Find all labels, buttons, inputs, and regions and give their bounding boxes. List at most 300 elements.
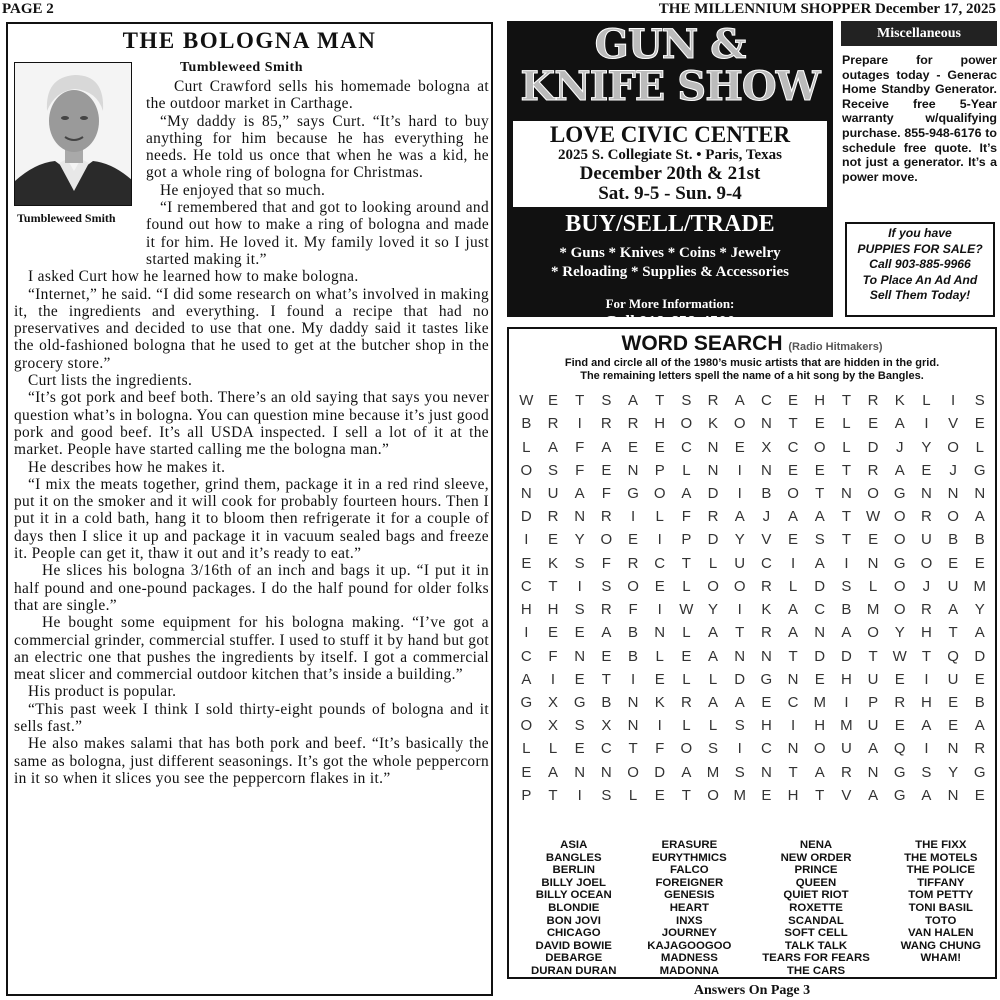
grid-letter[interactable]: N (760, 415, 772, 433)
grid-letter[interactable]: T (575, 392, 585, 410)
grid-letter[interactable]: N (574, 508, 586, 526)
grid-letter[interactable]: S (814, 531, 825, 549)
grid-letter[interactable]: E (974, 415, 985, 433)
grid-letter[interactable]: L (842, 415, 851, 433)
grid-letter[interactable]: E (681, 647, 692, 665)
grid-letter[interactable]: O (813, 438, 826, 456)
grid-letter[interactable]: E (601, 461, 612, 479)
grid-letter[interactable]: N (947, 786, 959, 804)
grid-letter[interactable]: K (761, 601, 772, 619)
grid-letter[interactable]: E (654, 438, 665, 456)
grid-letter[interactable]: E (868, 415, 879, 433)
grid-letter[interactable]: Y (974, 601, 985, 619)
grid-letter[interactable]: P (868, 693, 879, 711)
grid-letter[interactable]: A (628, 392, 639, 410)
grid-letter[interactable]: O (680, 740, 693, 758)
grid-letter[interactable]: U (947, 577, 959, 595)
grid-letter[interactable]: A (681, 484, 692, 502)
grid-letter[interactable]: P (681, 531, 692, 549)
grid-letter[interactable]: A (548, 438, 559, 456)
grid-letter[interactable]: I (737, 601, 742, 619)
grid-letter[interactable]: O (867, 624, 879, 642)
grid-letter[interactable]: R (627, 415, 639, 433)
grid-letter[interactable]: D (974, 647, 986, 665)
grid-letter[interactable]: I (951, 392, 956, 410)
grid-letter[interactable]: R (547, 508, 559, 526)
grid-letter[interactable]: S (601, 577, 612, 595)
grid-letter[interactable]: I (737, 461, 742, 479)
grid-letter[interactable]: T (841, 531, 851, 549)
grid-letter[interactable]: E (548, 531, 559, 549)
grid-letter[interactable]: F (575, 461, 585, 479)
grid-letter[interactable]: A (708, 624, 719, 642)
grid-letter[interactable]: T (868, 647, 878, 665)
grid-letter[interactable]: R (894, 693, 906, 711)
grid-letter[interactable]: L (522, 438, 531, 456)
grid-letter[interactable]: A (948, 601, 959, 619)
grid-letter[interactable]: R (867, 392, 879, 410)
grid-letter[interactable]: B (628, 647, 639, 665)
grid-letter[interactable]: N (627, 693, 639, 711)
grid-letter[interactable]: E (894, 670, 905, 688)
grid-letter[interactable]: N (734, 647, 746, 665)
grid-letter[interactable]: B (761, 484, 772, 502)
grid-letter[interactable]: H (787, 786, 799, 804)
grid-letter[interactable]: N (840, 484, 852, 502)
grid-letter[interactable]: T (735, 624, 745, 642)
grid-letter[interactable]: N (627, 461, 639, 479)
grid-letter[interactable]: E (734, 438, 745, 456)
grid-letter[interactable]: F (681, 508, 691, 526)
grid-letter[interactable]: N (654, 624, 666, 642)
grid-letter[interactable]: H (760, 717, 772, 735)
grid-letter[interactable]: C (760, 740, 772, 758)
grid-letter[interactable]: A (708, 693, 719, 711)
grid-letter[interactable]: A (734, 693, 745, 711)
grid-letter[interactable]: D (734, 670, 746, 688)
grid-letter[interactable]: E (521, 554, 532, 572)
grid-letter[interactable]: S (601, 392, 612, 410)
grid-letter[interactable]: F (655, 740, 665, 758)
grid-letter[interactable]: H (920, 693, 932, 711)
grid-letter[interactable]: L (682, 717, 691, 735)
grid-letter[interactable]: E (894, 717, 905, 735)
grid-letter[interactable]: I (577, 415, 582, 433)
grid-letter[interactable]: H (520, 601, 532, 619)
grid-letter[interactable]: A (708, 647, 719, 665)
grid-letter[interactable]: E (788, 461, 799, 479)
grid-letter[interactable]: K (654, 693, 665, 711)
grid-letter[interactable]: R (840, 763, 852, 781)
grid-letter[interactable]: W (865, 508, 881, 526)
grid-letter[interactable]: A (814, 554, 825, 572)
grid-letter[interactable]: E (628, 438, 639, 456)
grid-letter[interactable]: L (682, 624, 691, 642)
grid-letter[interactable]: G (627, 484, 639, 502)
grid-letter[interactable]: O (893, 531, 906, 549)
grid-letter[interactable]: B (628, 624, 639, 642)
grid-letter[interactable]: A (548, 763, 559, 781)
grid-letter[interactable]: I (524, 624, 529, 642)
grid-letter[interactable]: F (601, 484, 611, 502)
grid-letter[interactable]: S (734, 763, 745, 781)
grid-letter[interactable]: R (707, 508, 719, 526)
grid-letter[interactable]: M (813, 693, 826, 711)
grid-letter[interactable]: C (520, 647, 532, 665)
grid-letter[interactable]: I (844, 554, 849, 572)
grid-letter[interactable]: C (680, 438, 692, 456)
grid-letter[interactable]: A (601, 438, 612, 456)
grid-letter[interactable]: D (814, 647, 826, 665)
grid-letter[interactable]: U (947, 670, 959, 688)
grid-letter[interactable]: E (654, 786, 665, 804)
grid-letter[interactable]: A (868, 786, 879, 804)
grid-letter[interactable]: N (974, 484, 986, 502)
grid-letter[interactable]: X (548, 717, 559, 735)
grid-letter[interactable]: R (707, 392, 719, 410)
grid-letter[interactable]: S (574, 717, 585, 735)
grid-letter[interactable]: B (974, 531, 985, 549)
grid-letter[interactable]: R (547, 415, 559, 433)
grid-letter[interactable]: N (947, 740, 959, 758)
grid-letter[interactable]: W (892, 647, 907, 665)
grid-letter[interactable]: O (893, 577, 906, 595)
grid-letter[interactable]: K (548, 554, 559, 572)
grid-letter[interactable]: T (841, 392, 851, 410)
grid-letter[interactable]: E (761, 786, 772, 804)
grid-letter[interactable]: N (760, 647, 772, 665)
grid-letter[interactable]: T (548, 786, 558, 804)
grid-letter[interactable]: B (521, 415, 532, 433)
grid-letter[interactable]: D (867, 438, 879, 456)
grid-letter[interactable]: E (574, 740, 585, 758)
grid-letter[interactable]: G (893, 763, 906, 781)
grid-letter[interactable]: E (548, 392, 559, 410)
grid-letter[interactable]: L (682, 461, 691, 479)
grid-letter[interactable]: G (893, 786, 906, 804)
grid-letter[interactable]: A (894, 415, 905, 433)
grid-letter[interactable]: I (924, 740, 929, 758)
grid-letter[interactable]: S (681, 392, 692, 410)
grid-letter[interactable]: E (521, 763, 532, 781)
grid-letter[interactable]: A (814, 508, 825, 526)
grid-letter[interactable]: A (974, 508, 985, 526)
grid-letter[interactable]: C (787, 693, 799, 711)
grid-letter[interactable]: D (814, 577, 826, 595)
grid-letter[interactable]: C (654, 554, 666, 572)
grid-letter[interactable]: R (600, 508, 612, 526)
grid-letter[interactable]: O (947, 508, 959, 526)
grid-letter[interactable]: H (840, 670, 852, 688)
grid-letter[interactable]: I (844, 693, 849, 711)
grid-letter[interactable]: T (841, 508, 851, 526)
grid-letter[interactable]: O (707, 577, 719, 595)
grid-letter[interactable]: C (787, 438, 799, 456)
grid-letter[interactable]: T (841, 461, 851, 479)
grid-letter[interactable]: T (601, 670, 611, 688)
grid-letter[interactable]: R (760, 624, 772, 642)
grid-letter[interactable]: U (867, 670, 879, 688)
grid-letter[interactable]: N (707, 438, 719, 456)
grid-letter[interactable]: E (814, 670, 825, 688)
grid-letter[interactable]: S (574, 601, 585, 619)
grid-letter[interactable]: S (734, 717, 745, 735)
grid-letter[interactable]: R (867, 461, 879, 479)
grid-letter[interactable]: E (974, 786, 985, 804)
grid-letter[interactable]: B (601, 693, 612, 711)
grid-letter[interactable]: A (574, 484, 585, 502)
grid-letter[interactable]: D (707, 531, 719, 549)
grid-letter[interactable]: G (520, 693, 533, 711)
grid-letter[interactable]: N (947, 484, 959, 502)
grid-letter[interactable]: O (653, 484, 666, 502)
grid-letter[interactable]: I (630, 508, 636, 526)
grid-letter[interactable]: A (841, 624, 852, 642)
grid-letter[interactable]: A (601, 624, 612, 642)
grid-letter[interactable]: E (788, 531, 799, 549)
grid-letter[interactable]: L (522, 740, 531, 758)
grid-letter[interactable]: L (788, 577, 798, 595)
grid-letter[interactable]: Y (574, 531, 585, 549)
grid-letter[interactable]: L (655, 508, 664, 526)
grid-letter[interactable]: V (948, 415, 959, 433)
grid-letter[interactable]: E (761, 693, 772, 711)
grid-letter[interactable]: E (948, 717, 959, 735)
grid-letter[interactable]: N (574, 763, 586, 781)
grid-letter[interactable]: Q (947, 647, 959, 665)
grid-letter[interactable]: E (814, 461, 825, 479)
grid-letter[interactable]: G (973, 461, 986, 479)
grid-letter[interactable]: O (733, 415, 746, 433)
grid-letter[interactable]: L (548, 740, 558, 758)
grid-letter[interactable]: I (524, 531, 529, 549)
grid-letter[interactable]: F (601, 554, 611, 572)
grid-letter[interactable]: I (657, 717, 662, 735)
grid-letter[interactable]: U (734, 554, 746, 572)
grid-letter[interactable]: A (974, 717, 985, 735)
grid-letter[interactable]: T (921, 647, 931, 665)
grid-letter[interactable]: A (734, 392, 745, 410)
grid-letter[interactable]: L (842, 438, 851, 456)
grid-letter[interactable]: D (654, 763, 666, 781)
grid-letter[interactable]: T (815, 786, 825, 804)
grid-letter[interactable]: U (920, 531, 932, 549)
grid-letter[interactable]: D (707, 484, 719, 502)
grid-letter[interactable]: N (760, 461, 772, 479)
grid-letter[interactable]: A (788, 508, 799, 526)
grid-letter[interactable]: P (654, 461, 665, 479)
grid-letter[interactable]: S (548, 461, 559, 479)
grid-letter[interactable]: I (577, 786, 582, 804)
grid-letter[interactable]: I (657, 531, 662, 549)
grid-letter[interactable]: S (841, 577, 852, 595)
grid-letter[interactable]: X (761, 438, 772, 456)
grid-letter[interactable]: O (627, 577, 639, 595)
grid-letter[interactable]: A (681, 763, 692, 781)
grid-letter[interactable]: A (814, 763, 825, 781)
grid-letter[interactable]: L (922, 392, 931, 410)
grid-letter[interactable]: O (520, 461, 533, 479)
grid-letter[interactable]: O (893, 601, 906, 619)
grid-letter[interactable]: I (737, 740, 742, 758)
grid-letter[interactable]: E (948, 554, 959, 572)
grid-letter[interactable]: F (548, 647, 558, 665)
grid-letter[interactable]: A (974, 624, 985, 642)
grid-letter[interactable]: E (654, 577, 665, 595)
grid-letter[interactable]: T (788, 647, 798, 665)
grid-letter[interactable]: I (630, 670, 636, 688)
grid-letter[interactable]: E (548, 624, 559, 642)
grid-letter[interactable]: G (760, 670, 773, 688)
grid-letter[interactable]: O (520, 717, 533, 735)
grid-letter[interactable]: H (814, 717, 826, 735)
grid-letter[interactable]: D (520, 508, 532, 526)
grid-letter[interactable]: Y (734, 531, 745, 549)
grid-letter[interactable]: L (708, 717, 718, 735)
grid-letter[interactable]: M (973, 577, 986, 595)
grid-letter[interactable]: N (787, 740, 799, 758)
grid-letter[interactable]: L (655, 647, 664, 665)
grid-letter[interactable]: L (708, 670, 718, 688)
grid-letter[interactable]: E (921, 461, 932, 479)
grid-letter[interactable]: V (841, 786, 852, 804)
grid-letter[interactable]: E (974, 670, 985, 688)
grid-letter[interactable]: E (814, 415, 825, 433)
grid-letter[interactable]: N (600, 763, 612, 781)
grid-letter[interactable]: G (893, 554, 906, 572)
grid-letter[interactable]: H (547, 601, 559, 619)
grid-letter[interactable]: A (788, 624, 799, 642)
grid-letter[interactable]: B (841, 601, 852, 619)
grid-letter[interactable]: Y (921, 438, 932, 456)
grid-letter[interactable]: A (921, 717, 932, 735)
grid-letter[interactable]: E (654, 670, 665, 688)
grid-letter[interactable]: I (550, 670, 556, 688)
grid-letter[interactable]: N (627, 717, 639, 735)
grid-letter[interactable]: A (788, 601, 799, 619)
grid-letter[interactable]: L (682, 577, 691, 595)
grid-letter[interactable]: U (867, 717, 879, 735)
grid-letter[interactable]: J (762, 508, 771, 526)
grid-letter[interactable]: L (868, 577, 878, 595)
grid-letter[interactable]: S (574, 554, 585, 572)
grid-letter[interactable]: O (787, 484, 799, 502)
grid-letter[interactable]: F (575, 438, 585, 456)
grid-letter[interactable]: O (867, 484, 879, 502)
grid-letter[interactable]: O (680, 415, 693, 433)
grid-letter[interactable]: N (814, 624, 826, 642)
grid-letter[interactable]: I (577, 577, 582, 595)
grid-letter[interactable]: C (520, 577, 532, 595)
grid-letter[interactable]: T (788, 763, 798, 781)
grid-letter[interactable]: T (788, 415, 798, 433)
grid-letter[interactable]: R (600, 415, 612, 433)
grid-letter[interactable]: N (867, 763, 879, 781)
grid-letter[interactable]: R (627, 554, 639, 572)
grid-letter[interactable]: P (521, 786, 532, 804)
grid-letter[interactable]: T (815, 484, 825, 502)
grid-letter[interactable]: I (790, 554, 796, 572)
grid-letter[interactable]: O (600, 531, 613, 549)
grid-letter[interactable]: A (521, 670, 532, 688)
grid-letter[interactable]: S (601, 786, 612, 804)
grid-letter[interactable]: L (682, 670, 691, 688)
grid-letter[interactable]: O (920, 554, 933, 572)
grid-letter[interactable]: E (868, 531, 879, 549)
grid-letter[interactable]: R (680, 693, 692, 711)
grid-letter[interactable]: T (655, 392, 665, 410)
grid-letter[interactable]: S (974, 392, 985, 410)
grid-letter[interactable]: O (627, 763, 639, 781)
grid-letter[interactable]: A (921, 786, 932, 804)
grid-letter[interactable]: O (707, 786, 719, 804)
grid-letter[interactable]: C (600, 740, 612, 758)
grid-letter[interactable]: O (813, 740, 826, 758)
grid-letter[interactable]: B (974, 693, 985, 711)
grid-letter[interactable]: N (760, 763, 772, 781)
grid-letter[interactable]: Y (708, 601, 719, 619)
grid-letter[interactable]: L (975, 438, 984, 456)
grid-letter[interactable]: N (707, 461, 719, 479)
grid-letter[interactable]: N (787, 670, 799, 688)
grid-letter[interactable]: E (628, 531, 639, 549)
grid-letter[interactable]: K (894, 392, 905, 410)
grid-letter[interactable]: D (840, 647, 852, 665)
grid-letter[interactable]: H (814, 392, 826, 410)
grid-letter[interactable]: C (760, 392, 772, 410)
grid-letter[interactable]: N (867, 554, 879, 572)
grid-letter[interactable]: E (788, 392, 799, 410)
grid-letter[interactable]: F (628, 601, 638, 619)
grid-letter[interactable]: S (708, 740, 719, 758)
grid-letter[interactable]: X (601, 717, 612, 735)
grid-letter[interactable]: I (924, 415, 929, 433)
grid-letter[interactable]: J (922, 577, 931, 595)
grid-letter[interactable]: E (574, 670, 585, 688)
grid-letter[interactable]: I (657, 601, 662, 619)
grid-letter[interactable]: J (949, 461, 957, 479)
grid-letter[interactable]: T (628, 740, 638, 758)
grid-letter[interactable]: N (920, 484, 932, 502)
grid-letter[interactable]: B (948, 531, 959, 549)
grid-letter[interactable]: O (947, 438, 959, 456)
grid-letter[interactable]: T (548, 577, 558, 595)
grid-letter[interactable]: R (600, 601, 612, 619)
grid-letter[interactable]: T (948, 624, 958, 642)
grid-letter[interactable]: H (654, 415, 666, 433)
grid-letter[interactable]: Y (894, 624, 905, 642)
grid-letter[interactable]: W (519, 392, 534, 410)
grid-letter[interactable]: Q (893, 740, 906, 758)
grid-letter[interactable]: I (790, 717, 796, 735)
grid-letter[interactable]: L (708, 554, 718, 572)
grid-letter[interactable]: M (706, 763, 720, 781)
grid-letter[interactable]: Y (948, 763, 959, 781)
grid-letter[interactable]: V (761, 531, 772, 549)
grid-letter[interactable]: C (760, 554, 772, 572)
grid-letter[interactable]: O (733, 577, 746, 595)
grid-letter[interactable]: X (548, 693, 559, 711)
grid-letter[interactable]: E (948, 693, 959, 711)
grid-letter[interactable]: A (868, 740, 879, 758)
grid-letter[interactable]: A (894, 461, 905, 479)
grid-letter[interactable]: M (866, 601, 880, 619)
grid-letter[interactable]: L (628, 786, 638, 804)
grid-letter[interactable]: I (924, 670, 929, 688)
grid-letter[interactable]: O (893, 508, 906, 526)
grid-letter[interactable]: E (574, 624, 585, 642)
grid-letter[interactable]: E (974, 554, 985, 572)
